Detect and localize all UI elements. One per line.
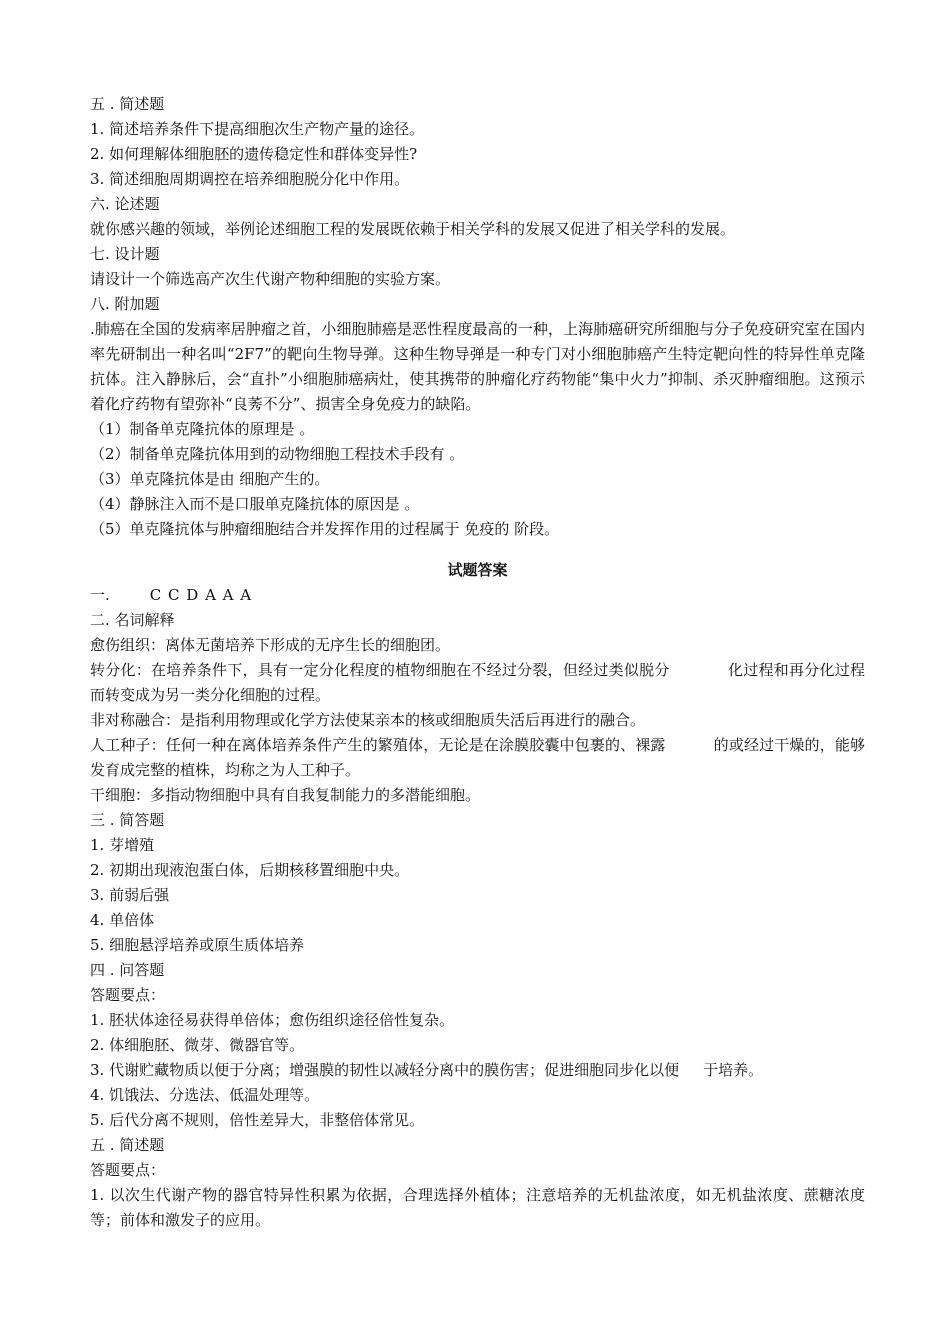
answers-section2-item-5: 干细胞：多指动物细胞中具有自我复制能力的多潜能细胞。 xyxy=(90,786,481,804)
answers-section3-item-4: 4. 单倍体 xyxy=(90,911,155,929)
answers-section4-item-5: 5. 后代分离不规则，倍性差异大，非整倍体常见。 xyxy=(90,1111,425,1129)
answers-section3-item-2: 2. 初期出现液泡蛋白体，后期核移置细胞中央。 xyxy=(90,861,410,879)
answers-section2-item-2-part2: 化过程和再分化过程而转变成为另一类分化细胞的过程。 xyxy=(90,661,865,704)
answers-section4-item-4: 4. 饥饿法、分选法、低温处理等。 xyxy=(90,1086,320,1104)
answers-section4-heading: 四 . 问答题 xyxy=(90,961,165,979)
section8-question-2: （2）制备单克隆抗体用到的动物细胞工程技术手段有 。 xyxy=(90,445,465,463)
section8-passage: .肺癌在全国的发病率居肿瘤之首，小细胞肺癌是恶性程度最高的一种，上海肺癌研究所细胞与分子免疫研究室在国内率先研制出一种名叫“2F7”的靶向生物导弹。这种生物导弹是一种专门对小细胞肺癌产生特定靶向性的特异性单克隆抗体。注入静脉后，会“直扑”小细胞肺癌病灶，使其携带的肿瘤化疗药物能“集中火力”抑制、杀灭肿瘤细胞。这预示着化疗药物有望弥补“良莠不分”、损害全身免疫力的缺陷。 xyxy=(90,320,865,413)
answers-section1 xyxy=(90,583,865,608)
section6-question: 就你感兴趣的领域，举例论述细胞工程的发展既依赖于相关学科的发展又促进了相关学科的发展。 xyxy=(90,220,736,238)
answers-section4-item-2: 2. 体细胞胚、微芽、微器官等。 xyxy=(90,1036,305,1054)
answers-section2-item-2-part1: 转分化：在培养条件下，具有一定分化程度的植物细胞在不经过分裂，但经过类似脱分 xyxy=(90,661,670,679)
answers-section4-item-3-part1: 3. 代谢贮藏物质以便于分离；增强膜的韧性以减轻分离中的膜伤害；促进细胞同步化以便 xyxy=(90,1061,680,1079)
section5-question-2: 2. 如何理解体细胞胚的遗传稳定性和群体变异性? xyxy=(90,145,418,163)
section6-heading: 六. 论述题 xyxy=(90,195,160,213)
answers-section2-heading: 二. 名词解释 xyxy=(90,611,175,629)
section8-question-5: （5）单克隆抗体与肿瘤细胞结合并发挥作用的过程属于 免疫的 阶段。 xyxy=(90,520,560,538)
answers-section2-item-1: 愈伤组织：离体无菌培养下形成的无序生长的细胞团。 xyxy=(90,636,451,654)
section5-question-3: 3. 简述细胞周期调控在培养细胞脱分化中作用。 xyxy=(90,170,410,188)
answers-section5-heading: 五 . 简述题 xyxy=(90,1136,165,1154)
answers-section2-item-3: 非对称融合：是指利用物理或化学方法使某亲本的核或细胞质失活后再进行的融合。 xyxy=(90,711,646,729)
section8-question-3: （3）单克隆抗体是由 细胞产生的。 xyxy=(90,470,330,488)
answers-section5-item-1: 1. 以次生代谢产物的器官特异性积累为依据，合理选择外植体；注意培养的无机盐浓度，如无机盐浓度、蔗糖浓度等；前体和激发子的应用。 xyxy=(90,1186,865,1229)
answers-section3-item-3: 3. 前弱后强 xyxy=(90,886,170,904)
section5-heading: 五 . 简述题 xyxy=(90,95,165,113)
answers-section2-item-4-part1: 人工种子：任何一种在离体培养条件产生的繁殖体，无论是在涂膜胶囊中包裹的、裸露 xyxy=(90,736,666,754)
answers-section4-intro: 答题要点： xyxy=(90,986,166,1004)
answers-section2-item-4-part2: 的或经过干燥的，能够发育成完整的植株，均称之为人工种子。 xyxy=(90,736,865,779)
answers-section4-item-1: 1. 胚状体途径易获得单倍体；愈伤组织途径倍性复杂。 xyxy=(90,1011,455,1029)
answers-title: 试题答案 xyxy=(447,561,508,579)
answers-section3-item-5: 5. 细胞悬浮培养或原生质体培养 xyxy=(90,936,305,954)
section5-question-1: 1. 简述培养条件下提高细胞次生产物产量的途径。 xyxy=(90,120,425,138)
answers-section2-item-4 xyxy=(90,733,865,783)
answers-section1-label: 一. xyxy=(90,586,110,604)
answers-section3-heading: 三 . 简答题 xyxy=(90,811,165,829)
section7-question: 请设计一个筛选高产次生代谢产物种细胞的实验方案。 xyxy=(90,270,451,288)
answers-section4-item-3 xyxy=(90,1058,865,1083)
answers-section5-intro: 答题要点： xyxy=(90,1161,166,1179)
answers-section1-value: C C D A A A xyxy=(149,586,253,604)
section7-heading: 七. 设计题 xyxy=(90,245,160,263)
document-page xyxy=(90,92,865,1233)
section8-heading: 八. 附加题 xyxy=(90,295,160,313)
answers-section3-item-1: 1. 芽增殖 xyxy=(90,836,155,854)
section8-question-4: （4）静脉注入而不是口服单克隆抗体的原因是 。 xyxy=(90,495,420,513)
section8-question-1: （1）制备单克隆抗体的原理是 。 xyxy=(90,420,315,438)
answers-section2-item-2 xyxy=(90,658,865,708)
answers-section4-item-3-part2: 于培养。 xyxy=(703,1061,764,1079)
